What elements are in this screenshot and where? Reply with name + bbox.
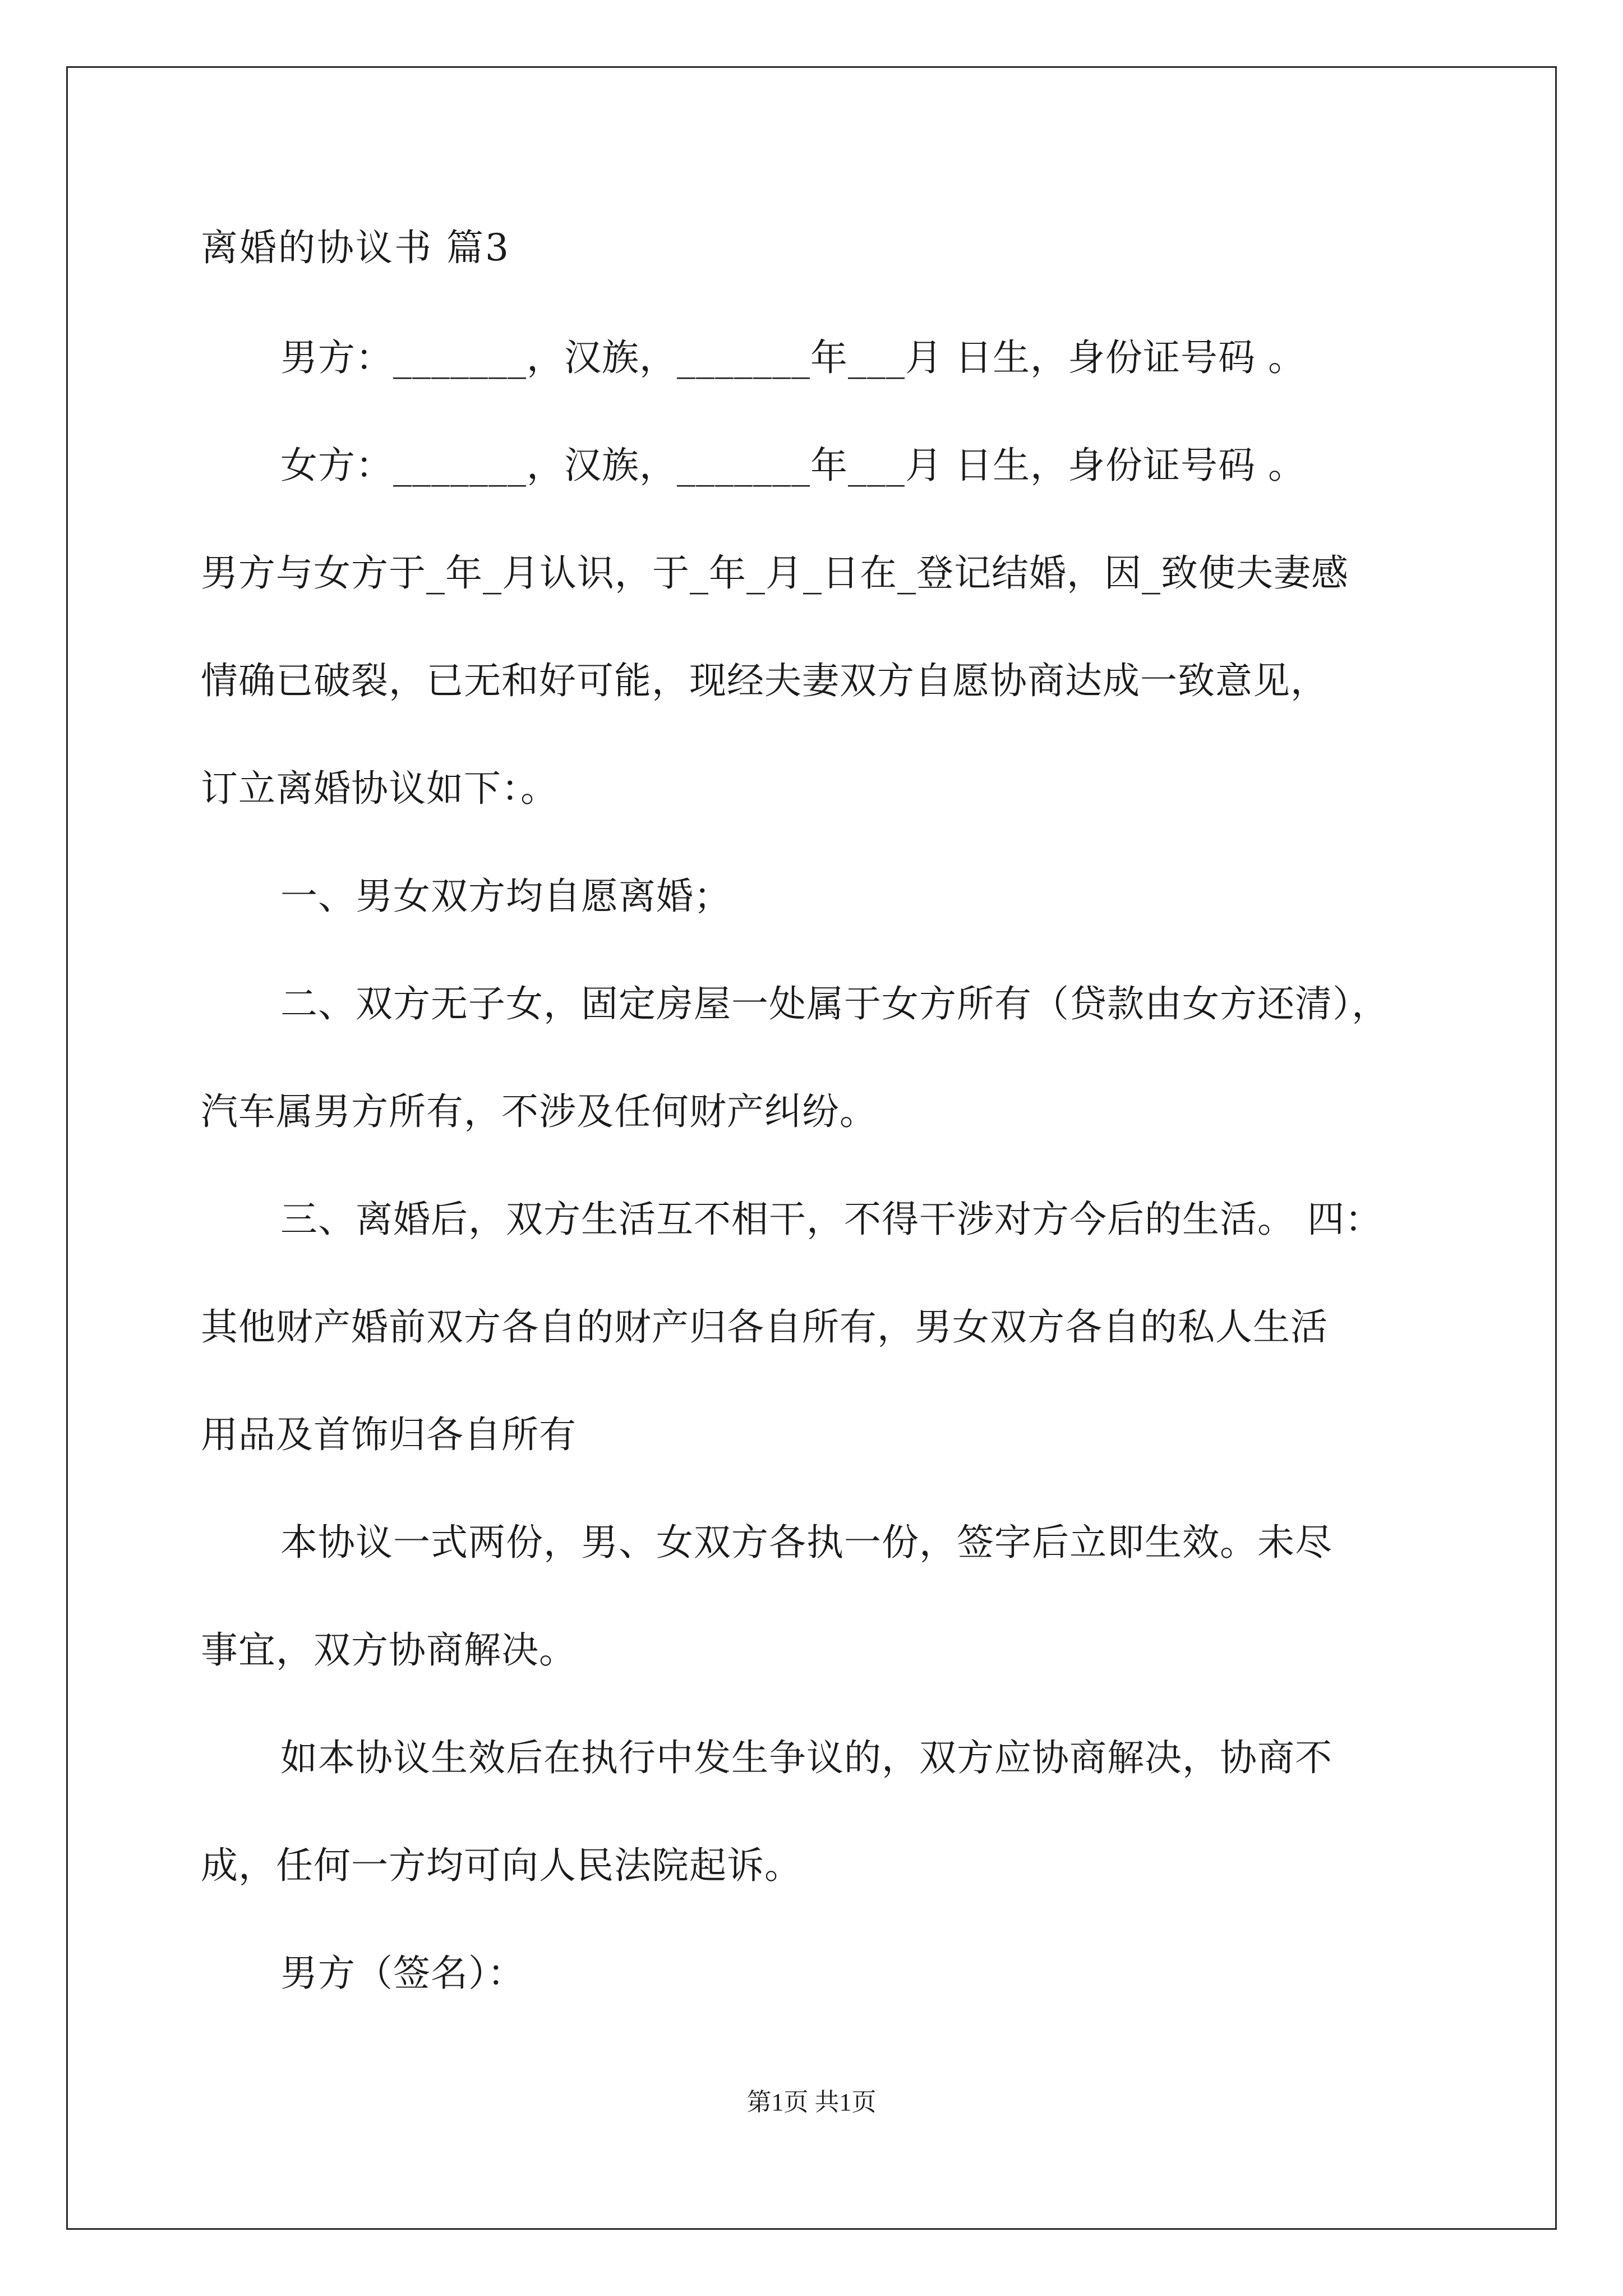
male-signature-line: 男方（签名）： [280, 1952, 525, 1995]
intro-line-3: 订立离婚协议如下：。 [201, 767, 558, 810]
clause-3-line-3: 用品及首饰归各自所有 [201, 1413, 577, 1456]
clause-3-line-1: 三、离婚后，双方生活互不相干，不得干涉对方今后的生活。 四： [280, 1198, 1382, 1241]
dispute-line-1: 如本协议生效后在执行中发生争议的，双方应协商解决，协商不 [280, 1736, 1332, 1779]
female-info-line: 女方：_______，汉族，_______年___月 日生，身份证号码 。 [280, 444, 1306, 487]
dispute-line-2: 成，任何一方均可向人民法院起诉。 [201, 1844, 802, 1887]
copies-line-1: 本协议一式两份，男、女双方各执一份，签字后立即生效。未尽 [280, 1521, 1332, 1564]
intro-line-2: 情确已破裂，已无和好可能，现经夫妻双方自愿协商达成一致意见， [201, 659, 1328, 702]
intro-line-1: 男方与女方于_年_月认识，于_年_月_日在_登记结婚，因_致使夫妻感 [201, 551, 1349, 595]
clause-2-line-2: 汽车属男方所有，不涉及任何财产纠纷。 [201, 1090, 877, 1133]
copies-line-2: 事宜，双方协商解决。 [201, 1628, 577, 1672]
page-border [66, 66, 1557, 2230]
clause-1: 一、男女双方均自愿离婚； [280, 875, 731, 918]
page-number: 第1页 共1页 [746, 2088, 877, 2116]
male-info-line: 男方：_______，汉族，_______年___月 日生，身份证号码 。 [280, 336, 1306, 379]
clause-2-line-1: 二、双方无子女，固定房屋一处属于女方所有（贷款由女方还清）， [280, 982, 1389, 1025]
document-title: 离婚的协议书 篇3 [201, 226, 510, 269]
clause-3-line-2: 其他财产婚前双方各自的财产归各自所有，男女双方各自的私人生活 [201, 1305, 1328, 1349]
